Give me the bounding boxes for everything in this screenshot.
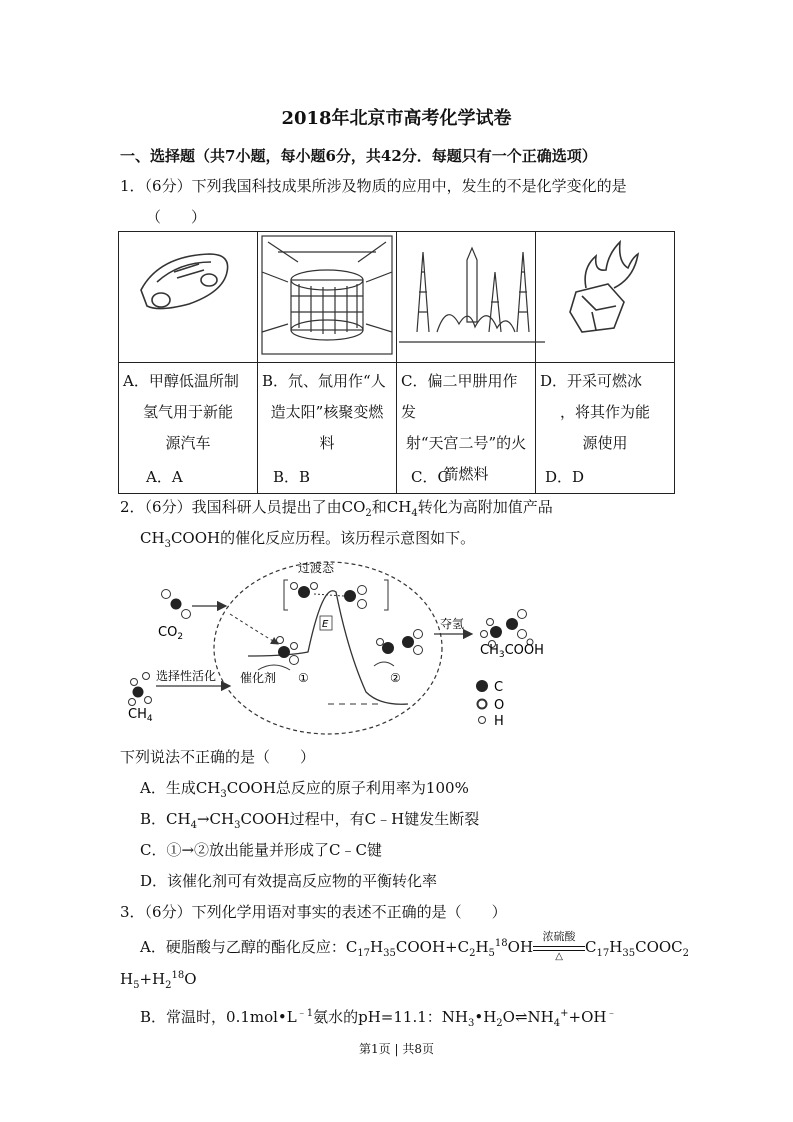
fusion-reactor-icon: [258, 232, 396, 358]
page-title: 2018年北京市高考化学试卷: [281, 108, 512, 129]
ch4-molecule: [129, 673, 152, 706]
q1-bracket: （ ）: [146, 208, 207, 226]
q3-option-b: B．常温时，$0.1mol•L^{﹣1}$氨水的pH=11.1：$NH_3•H_2O\rightleftharpoons NH_4^++OH^﹣$: [140, 1008, 617, 1029]
q1-answer-d: D．D: [545, 468, 585, 486]
q1-option-d: D．开采可燃冰 ，将其作为能 源使用: [536, 363, 675, 494]
q1-image-a: [119, 232, 258, 363]
transition-state-label: 过渡态: [298, 561, 335, 575]
legend-h: H: [494, 714, 504, 729]
legend-o: O: [494, 698, 505, 713]
q1-image-d: [536, 232, 675, 363]
q1-image-c: [397, 232, 536, 363]
flammable-ice-icon: [536, 232, 660, 358]
q1-answer-c: C．C: [411, 468, 449, 486]
section-heading: 一、选择题（共7小题，每小题6分，共42分．每题只有一个正确选项）: [120, 147, 597, 165]
state1-mark: ①: [298, 671, 309, 685]
q1-answer-a: A．A: [146, 468, 183, 486]
q3-option-a: A．硬脂酸与乙醇的酯化反应：$C_{17}H_{35}COOH+C_2H_5^{18}OH$ 浓硫酸 △ $C_{17}H_{35}COOC_2$: [140, 930, 690, 962]
q2-option-d: D．该催化剂可有效提高反应物的平衡转化率: [140, 872, 438, 890]
selective-activation-label: 选择性活化: [156, 669, 217, 683]
q1-option-b: B．氘、氚用作“人 造太阳”核聚变燃 料: [258, 363, 397, 494]
q2-prompt: 下列说法不正确的是（ ）: [120, 748, 316, 766]
co2-label: $CO_2$: [158, 625, 184, 642]
q2-option-b: B．$CH_4\to CH_3COOH$过程中，有C﹣H键发生断裂: [140, 810, 480, 831]
reaction-mechanism-diagram: [118, 552, 558, 740]
page-footer: 第1页 | 共8页: [359, 1042, 434, 1056]
state2-mark: ②: [390, 671, 401, 685]
q1-answer-b: B．B: [273, 468, 311, 486]
q2-option-a: A．生成$CH_3COOH$总反应的原子利用率为100%: [140, 779, 469, 800]
acetic-acid-molecule: [481, 610, 534, 648]
co2-molecule: [162, 590, 191, 619]
catalyst-label: 催化剂: [240, 671, 277, 685]
product-label: $CH_3COOH$: [480, 643, 544, 660]
q2-option-c: C．①→②放出能量并形成了C﹣C键: [140, 841, 383, 859]
reversible-arrow: 浓硫酸 △: [533, 940, 585, 956]
q2-stem-line2: $CH_3COOH$的催化反应历程。该历程示意图如下。: [140, 529, 476, 550]
dehydrogenation-label: 夺氢: [440, 617, 465, 631]
q1-options-table: [118, 231, 675, 494]
q2-stem-line1: 2．（6分）我国科研人员提出了由$CO_2$和$CH_4$转化为高附加值产品: [120, 498, 553, 519]
q1-option-c: C．偏二甲肼用作发 射“天宫二号”的火 箭燃料: [397, 363, 536, 494]
ch4-label: $CH_4$: [128, 707, 153, 724]
car-icon: [119, 232, 257, 358]
rocket-launch-icon: [397, 232, 547, 358]
q1-image-b: [258, 232, 397, 363]
q1-stem: 1．（6分）下列我国科技成果所涉及物质的应用中，发生的不是化学变化的是: [120, 177, 627, 195]
legend-c: C: [494, 680, 504, 695]
q3-stem: 3．（6分）下列化学用语对事实的表述不正确的是（ ）: [120, 903, 507, 921]
q3-option-a-cont: $H_5+H_2^{18}O$: [120, 970, 197, 991]
activation-energy-label: E: [322, 619, 329, 630]
q1-option-a: A．甲醇低温所制 氢气用于新能 源汽车: [119, 363, 258, 494]
